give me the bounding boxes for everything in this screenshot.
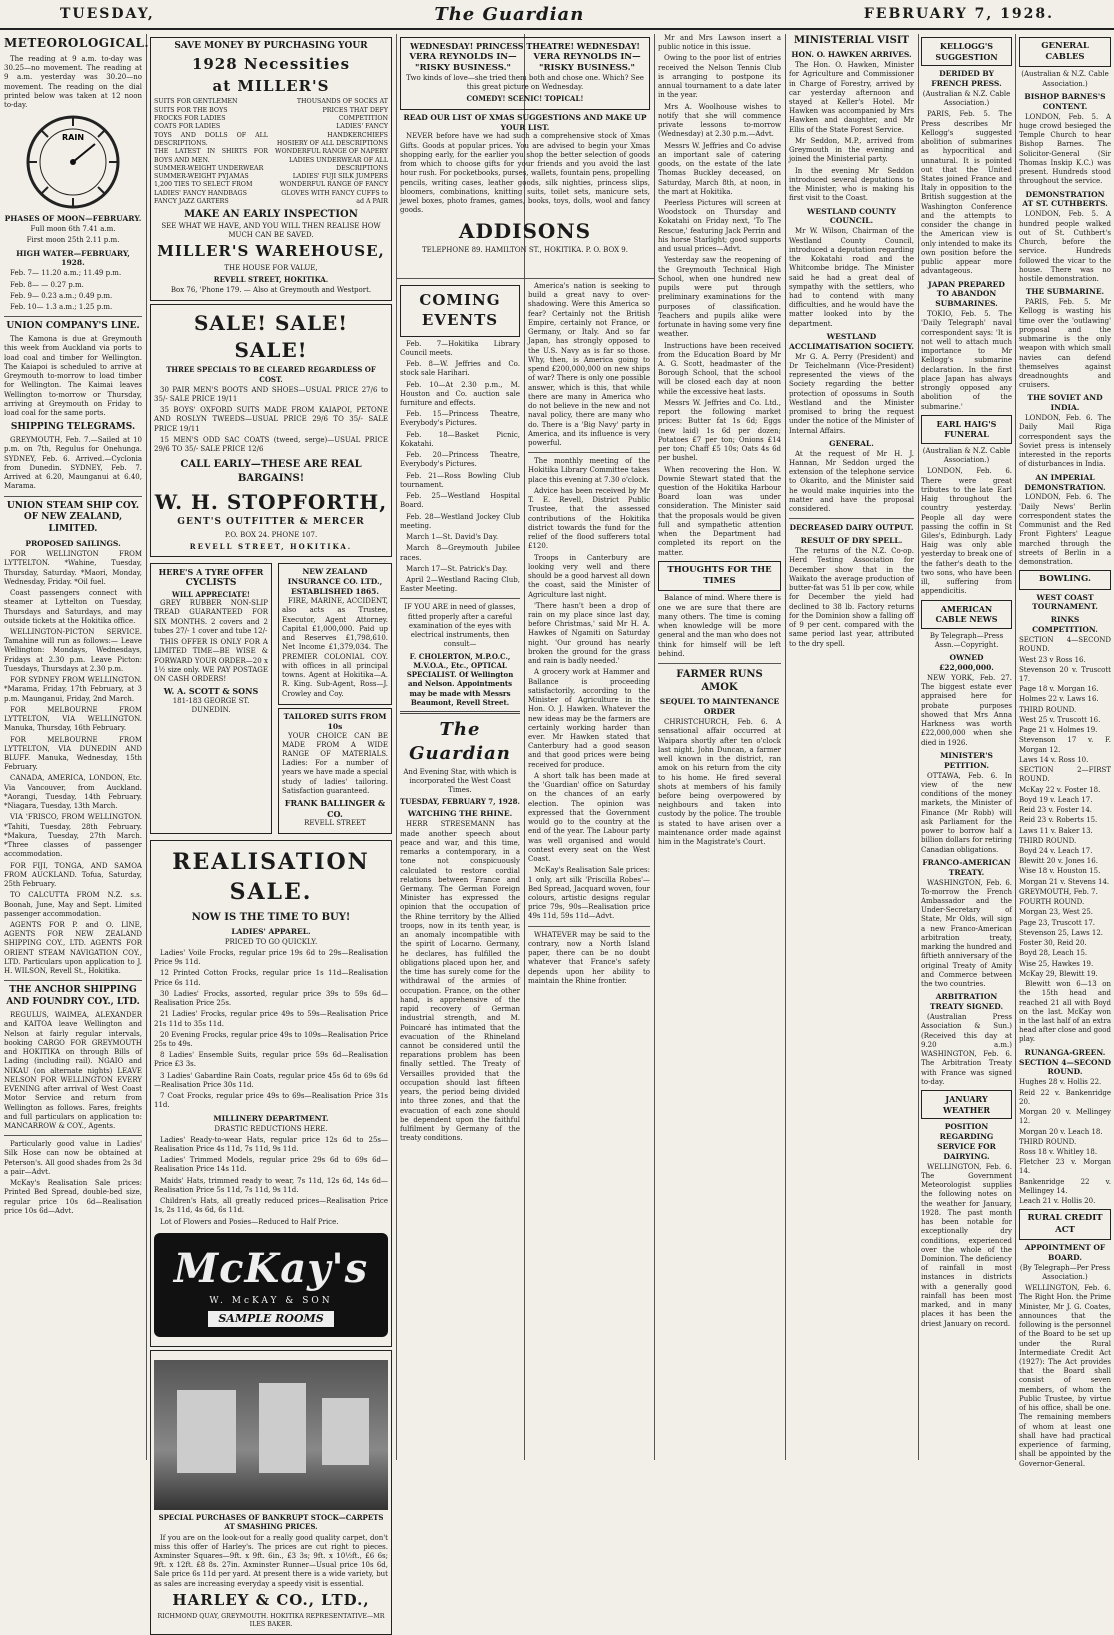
- realisation-item: 7 Coat Frocks, regular price 49s to 69s—Realisation Price 31s 11d.: [154, 1092, 388, 1110]
- bowling-result: SECTION 4—SECOND ROUND.: [1019, 636, 1111, 654]
- runanga-results: [1019, 1078, 1111, 1206]
- columns-7-8: [918, 34, 1114, 1468]
- millers-left-item: TOYS AND DOLLS OF ALL DESCRIPTIONS.: [154, 131, 268, 147]
- millinery-item: Ladies' Ready-to-wear Hats, regular price 12s 6d to 25s—Realisation Price 4s 11d, 7s 11d, 9s 11d.: [154, 1135, 388, 1153]
- dairy-text: The returns of the N.Z. Co-op. Herd Testing Association for December show that in the Waikato the average production of butter-fat was 51 lb per cow, while for December the yield had declined to 38 lb. Factory returns for the Dominion show a falling off of 9 per cent. compared with the same period last year, attributed to the dry spell.: [789, 547, 914, 648]
- uss-item: FOR MELBOURNE FROM LYTTELTON, VIA DUNEDIN AND BLUFF. Manuka, Wednesday, 15th February.: [4, 735, 142, 772]
- council-text: Mr W. Wilson, Chairman of the Westland County Council, introduced a deputation regarding the Kokatahi road and the Whitcombe bridge. The Minister said he had a great deal of sympathy with the settlers, who had to contend with many difficulties, and he would have the matter looked into by the department.: [789, 227, 914, 328]
- rhine-continued-text: WHATEVER may be said to the contrary, now a North Island paper, there can be no doubt whatever that France's safety depends upon her ability to maintain the Rhine frontier.: [528, 930, 650, 985]
- optical-name: F. CHOLERTON, M.P.O.C., M.V.O.A., Etc., OPTICAL SPECIALIST. Of Wellington and Nelson. Appointments may be made with Messrs Beaumont, Revell Street.: [406, 651, 514, 707]
- bowling-result: Boyd 28, Leach 15.: [1019, 949, 1088, 958]
- bowling-result: Foster 30, Reid 20.: [1019, 939, 1087, 948]
- ministerial-sub: HON. O. HAWKEN ARRIVES.: [791, 50, 912, 60]
- realisation-item: 8 Ladies' Ensemble Suits, regular price 59s 6d—Realisation Price £3 3s.: [154, 1051, 388, 1069]
- moon-line: First moon 25th 2.11 p.m.: [26, 236, 120, 245]
- rural-text: WELLINGTON, Feb. 6. The Right Hon. the Prime Minister, Mr J. G. Coates, announces that the following is the personnel of the Board to be set up under the Rural Intermediate Credit Act (1927): The Act provides that the Board shall consist of seven members, of whom the Public Trustee, by virtue of his office, shall be one. The remaining members of whom at least one shall have had practical experience of farming, shall be appointed by the Governor-General.: [1019, 1284, 1111, 1468]
- millers-head: SAVE MONEY BY PURCHASING YOUR: [174, 41, 368, 51]
- tide-line: Feb. 7— 11.20 a.m.; 11.49 p.m.: [10, 269, 122, 278]
- library-text: The monthly meeting of the Hokitika Library Committee takes place this evening at 7.30 o'clock.: [528, 457, 650, 484]
- nzi-ad: [278, 563, 392, 704]
- harbour-text: When recovering the Hon. W. Downie Stewart stated that the question of the Hokitika Harbour Board loan was under consideration. The Minister said that the proposals would be given full and sympathetic attention when the Department had completed its report on the matter.: [658, 465, 781, 557]
- jeffries-text: Messrs W. Jeffries and Co advise an important sale of catering goods, on the estate of the late Thomas Buckley deceased, on Saturday, March 8th, at noon, in the mart at Hokitika.: [658, 141, 781, 196]
- millers-left-item: SUMMER-WEIGHT PYJAMAS: [154, 173, 249, 181]
- event-item: Feb. 18—Basket Picnic, Kokatahi.: [400, 430, 520, 448]
- moon-heading: PHASES OF MOON—FEBRUARY.: [4, 214, 142, 224]
- dairy-heading: DECREASED DAIRY OUTPUT.: [789, 523, 914, 533]
- guardian-sub: And Evening Star, with which is incorporated the West Coast Times.: [403, 767, 517, 794]
- barnes-heading: BISHOP BARNES'S CONTENT.: [1024, 91, 1106, 111]
- shipping-text: GREYMOUTH, Feb. 7.—Sailed at 10 p.m. on 7th, Regulus for Onehunga. SYDNEY, Feb. 6. Arrived.—Cyclonia from Dunedin. SYDNEY, Feb. 7. Arrived at 6.20, Maunganui at 6.40, Marama.: [4, 436, 142, 491]
- event-item: Feb. 7—Hokitika Library Council meets.: [400, 339, 520, 357]
- january-heading: JANUARY WEATHER: [942, 1094, 991, 1115]
- american-text: NEW YORK, Feb. 27. The biggest estate ever appraised here for probate purposes showed that Mrs Anna Harkness was worth £22,000,000 when she died in 1926.: [921, 674, 1012, 747]
- addisons-text: NEVER before have we had such a comprehensive stock of Xmas Gifts. Goods at popular prices. You are advised to begin your Xmas shopping early, for the earlier you shop the better selection of goods from which to choose gifts for your friends and you avoid the last hour rush. For pocketbooks, purses, wallets, fountain pens, propelling pencils, writing cases, leather goods, silk nighties, princess slips, bloomers, combinations, knitting suits, toilet sets, manicure sets, jewel boxes, photo frames, games, books, toys, dolls, wool and fancy goods.: [400, 132, 650, 215]
- uss-item: FOR WELLINGTON FROM LYTTELTON. *Wahine, Tuesday, Thursday, Saturday. *Maori, Monday, Wednesday, Friday. *Oil fuel.: [4, 550, 142, 586]
- realisation-item: 3 Ladies' Gabardine Rain Coats, regular price 45s 6d to 69s 6d—Realisation Price 30s 11d.: [154, 1071, 388, 1089]
- bowling-result: Wise 25, Hawkes 19.: [1019, 959, 1094, 968]
- millers-warehouse: MILLER'S WAREHOUSE,: [157, 241, 385, 260]
- millers-right-item: LADIES' FANCY HANDKERCHIEFS: [327, 123, 388, 139]
- millers-right-item: LADIES' FUJI SILK JUMPERS: [292, 173, 388, 181]
- millinery-item: Ladies' Trimmed Models, regular price 29s 6d to 69s 6d—Realisation Price 14s 11d.: [154, 1156, 388, 1174]
- masthead-day: TUESDAY,: [60, 6, 155, 22]
- millers-value: THE HOUSE FOR VALUE,: [224, 263, 318, 272]
- runanga-result: Bankenridge 22 v. Mellingey 14.: [1019, 1177, 1111, 1195]
- uss-item: FOR SYDNEY FROM WELLINGTON. *Marama, Friday, 17th February, at 3 p.m. Maunganui, Friday, 2nd March.: [4, 676, 142, 703]
- american-sub: By Telegraph—Press Assn.—Copyright.: [929, 631, 1004, 649]
- america-text: America's nation is seeking to build a great navy to over-shadowing. Were this America so fear? Certainly not the British Empire, certainly not France, or Germany, or Italy. And so far Japan, has strongly opposed to the U.S. Navy as is far so those. Why, then, is America going to spend £200,000,000 on new ships of war? There is only one possible answer, which is this, that while there are many in America who do not believe in the new and not naval policy, there are many who do. There is a 'Big Navy' party in America, and its influence is very powerful.: [528, 282, 650, 447]
- stopforth-ad: [150, 304, 392, 557]
- ballinger-text: YOUR CHOICE CAN BE MADE FROM A WIDE RANGE OF MATERIALS. Ladies: For a number of years we have made a special study of ladies' tailoring. Satisfaction guaranteed.: [282, 731, 388, 795]
- submarine-heading: THE SUBMARINE.: [1025, 287, 1105, 297]
- school-text: Yesterday saw the reopening of the Greymouth Technical High School, when one hundred new pupils were put through preliminary examinations for the purposes of classification. Teachers and pupils alike were fortunate in having some very fine weather.: [658, 256, 781, 339]
- tennis-text: Owing to the poor list of entries received the Nelson Tennis Club is arranging to postpone its annual tournament to a date later in the year.: [658, 54, 781, 100]
- acclimatisation-text: Mr G. A. Perry (President) and Dr Teichelmann (Vice-President) represented the views of the Society regarding the better protection of opossums in South Westland and the Minister promised to bring the request under the notice of the Minister of Internal Affairs.: [789, 352, 914, 435]
- bowling-result: Page 21 v. Holmes 19.: [1019, 726, 1098, 735]
- barnes-text: LONDON, Feb. 5. A huge crowd besieged the Temple Church to hear Bishop Barnes. The Solicitor-General (Sir Thomas Inskip K.C.) was present. Hundreds stood throughout the service.: [1019, 112, 1111, 186]
- guardian-date: TUESDAY, FEBRUARY 7, 1928.: [400, 797, 520, 807]
- runanga-result: THIRD ROUND.: [1019, 1137, 1077, 1146]
- bowling-result: McKay 22 v. Foster 18.: [1019, 785, 1101, 794]
- uss-item: FOR FIJI, TONGA, AND SAMOA FROM AUCKLAND. Tofua, Saturday, 25th February.: [4, 861, 142, 889]
- runanga-result: Reid 22 v. Bankenridge 20.: [1019, 1088, 1111, 1106]
- harley-text: If you are on the look-out for a really good quality carpet, don't miss this offer of Harley's. The prices are cut right to pieces. Axminster Squares—9ft. x 9ft. 6in., £3 3s; 9ft. x 10½ft., £6 6s; 9ft. x 12ft. £8 8s. 27in. Axminster Runner—Usual price 10s 6d, Sale price 6s 11d per yard. At present there is a wide variety, but as sales are increasing everyday a speedy visit is essential.: [154, 1533, 388, 1588]
- column-5: [654, 34, 785, 1460]
- ministerial-heading: MINISTERIAL VISIT: [794, 35, 909, 46]
- kellogg-text: PARIS, Feb. 5. The Press describes Mr Kellogg's suggested abolition of submarines as hypocritical and unnatural. It is pointed out that the United States joined France and Italy in opposition to the British suggestion at the Washington Conference and the attempts to consider the change in the American view is only intended to make its own position before the public appear more advantageous.: [921, 110, 1012, 276]
- millinery-item: Lot of Flowers and Posies—Reduced to Half Price.: [160, 1217, 339, 1226]
- millers-box: Box 76, 'Phone 179. — Also at Greymouth and Westport.: [170, 286, 372, 295]
- mckay-logo-sub: W. McKAY & SON: [209, 1295, 333, 1306]
- troops-text: Troops in Canterbury are looking very well and there should be a good harvest all down the coast, said the Minister of Agriculture last night.: [528, 553, 650, 599]
- runanga-result: Fletcher 23 v. Morgan 14.: [1019, 1158, 1111, 1176]
- event-item: Feb. 8—W. Jeffries and Co. stock sale Harihari.: [400, 360, 520, 378]
- masthead-date: FEBRUARY 7, 1928.: [863, 6, 1054, 22]
- ministerial-text: In the evening Mr Seddon introduced several deputations to the Minister, who is making his first visit to the Coast.: [789, 166, 914, 203]
- january-sub: POSITION REGARDING SERVICE FOR DAIRYING.: [937, 1122, 996, 1161]
- theatre-addisons-band: [396, 34, 654, 279]
- millers-right-item: LADIES UNDERWEAR OF ALL DESCRIPTIONS: [288, 156, 388, 172]
- column-3: [396, 282, 524, 1460]
- sale-item: 35 BOYS' OXFORD SUITS MADE FROM KAIAPOI, PETONE AND ROSLYN TWEEDS—USUAL PRICE 29/6 TO 35/- SALE PRICE 19/11: [154, 406, 388, 433]
- uss-sub: PROPOSED SAILINGS.: [25, 539, 121, 549]
- uss-item: VIA 'FRISCO, FROM WELLINGTON. *Tahiti, Tuesday, 28th February. *Makura, Tuesday, 27th March. *Three classes of passenger accommodation.: [4, 813, 142, 859]
- uss-item: WELLINGTON-PICTON SERVICE. Tamahine will run as follows:— Leave Wellington: Mondays, Wednesdays, Fridays at 2.30 p.m. Leave Picton: Tuesdays, Thursdays at 2.30 p.m.: [4, 627, 142, 673]
- sale-sub: THREE SPECIALS TO BE CLEARED REGARDLESS OF COST.: [166, 365, 376, 384]
- stopforth-address: REVELL STREET, HOKITIKA.: [189, 542, 353, 552]
- millinery-item: Children's Hats, all greatly reduced prices—Realisation Price 1s, 2s 11d, 4s 6d, 6s 11d.: [154, 1197, 388, 1215]
- bowling-result: Page 23, Truscott 17.: [1019, 918, 1096, 927]
- runanga-result: Ross 18 v. Whitley 18.: [1019, 1148, 1098, 1156]
- bowling-rinks: RINKS COMPETITION.: [1032, 615, 1098, 635]
- realisation-priced: PRICED TO GO QUICKLY.: [224, 937, 318, 946]
- realisation-apparel: LADIES' APPAREL.: [231, 926, 311, 936]
- millers-right-item: WONDERFUL RANGE OF FANCY GLOVES WITH FANCY CUFFS to ad A PAIR: [279, 181, 388, 206]
- bowling-result: Reid 23 v. Foster 14.: [1019, 806, 1093, 815]
- bowling-sub: WEST COAST TOURNAMENT.: [1032, 592, 1098, 612]
- harley-name: HARLEY & CO., LTD.,: [172, 1590, 370, 1609]
- tyre-cyclists: CYCLISTS: [185, 578, 237, 589]
- tyre-will: WILL APPRECIATE!: [171, 589, 251, 599]
- addisons-head: READ OUR LIST OF XMAS SUGGESTIONS AND MAKE UP YOUR LIST.: [403, 112, 647, 132]
- general-cables-heading: GENERAL CABLES: [1041, 41, 1089, 63]
- ballinger-name: FRANK BALLINGER & CO.: [284, 798, 386, 819]
- moon-line: Full moon 6th 7.41 a.m.: [30, 225, 116, 234]
- rural-heading: RURAL CREDIT ACT: [1027, 1213, 1103, 1235]
- millers-ad: [150, 37, 392, 301]
- january-text: WELLINGTON, Feb. 6. The Government Meteorologist supplies the following notes on the weather for January, 1928. The past month has been notable for exceptionally dry conditions, experienced over the whole of the Dominion. The deficiency of rainfall in most instances in districts with a generally good rainfall has been most marked, and in many places it has been the driest January on record.: [921, 1162, 1012, 1328]
- addisons-ad: [400, 113, 650, 256]
- haig-heading: EARL HAIG'S FUNERAL: [936, 418, 997, 440]
- acclimatisation-heading: WESTLAND ACCLIMATISATION SOCIETY.: [789, 331, 914, 351]
- realisation-sub: NOW IS THE TIME TO BUY!: [191, 911, 351, 923]
- bowling-result: Morgan 21 v. Stevens 14.: [1019, 877, 1110, 886]
- millers-at: at MILLER'S: [212, 76, 330, 95]
- imperial-heading: AN IMPERIAL DEMONSTRATION.: [1024, 472, 1106, 492]
- general-text: At the request of Mr H. J. Hannan, Mr Seddon urged the extension of the telephone service to Okarito, and the Minister said he would make inquiries into the matter and have the proposal considered.: [789, 449, 914, 514]
- kellogg-agency: (Australian & N.Z. Cable Association.): [922, 89, 1011, 108]
- arbitration-text: (Australian Press Association & Sun.) (Received this day at 9.20 a.m.) WASHINGTON, Feb. 6. The Arbitration Treaty with France was signed to-day.: [921, 1013, 1012, 1086]
- barometer-dial-icon: [25, 114, 121, 210]
- rural-agency: (By Telegraph—Per Press Association.): [1019, 1263, 1111, 1281]
- mckay-logo: [154, 1233, 388, 1337]
- bowling-heading: BOWLING.: [1039, 574, 1091, 585]
- millinery-sub: DRASTIC REDUCTIONS HERE.: [214, 1124, 328, 1133]
- event-item: Feb. 15—Princess Theatre, Everybody's Pictures.: [400, 410, 520, 428]
- ballinger-title: TAILORED SUITS FROM 10s: [283, 711, 387, 731]
- woolhouse-text: Mrs A. Woolhouse wishes to notify that she will commence private lessons to-morrow (Wednesday) at 2.30 p.m.—Advt.: [658, 102, 781, 139]
- harley-ad: [150, 1350, 392, 1635]
- instructions-text: Instructions have been received from the Education Board by Mr A. G. Scott, headmaster of the Borough School, that the school will be closed each day at noon while the excessive heat lasts.: [658, 341, 781, 396]
- thoughts-text: Balance of mind. Where there is one we are sure that there are many others. The time is coming when knowledge will be more general and the man who does not think for himself will be left behind.: [658, 594, 782, 658]
- submarine-text: PARIS, Feb. 5. Mr Kellogg is wasting his time over the 'outlawing' proposal and the submarine is the only weapon with which small navies can defend themselves against dreadnoughts and cruisers.: [1019, 298, 1111, 390]
- meteorological-heading: METEOROLOGICAL.: [4, 36, 150, 50]
- stopforth-name: W. H. STOPFORTH,: [154, 489, 388, 514]
- event-item: Feb. 25—Westland Hospital Board.: [400, 492, 520, 510]
- bowling-result: SECTION 2—FIRST ROUND.: [1019, 766, 1111, 784]
- tides-heading: HIGH WATER—FEBRUARY, 1928.: [16, 248, 130, 268]
- millers-right-item: THOUSANDS OF SOCKS AT PRICES THAT DEFY COMPETITION: [296, 98, 388, 123]
- editorial-text: HERR STRESEMANN has made another speech about peace and war, and this time, remarks a contemporary, in a tone not conspicuously calculated to restore cordial relations between France and Germany. The German Foreign Minister has expressed the opinion that the occupation of the Rhine territory by the Allied troops, now in its tenth year, is an anomaly incompatible with the spirit of Locarno. Germany, he declares, has fulfilled the obligations placed upon her, and the time has surely come for the withdrawal of the armies of occupation. France, on the other hand, is apprehensive of the rapid recovery of German industrial strength, and M. Poincaré has intimated that the evacuation of the Rhineland cannot be considered until the reparations problem has been finally settled. The Treaty of Versailles provided that the occupation should last fifteen years, the period being divided into three zones, and that the evacuation of each zone should be dependent upon the faithful fulfilment by Germany of the treaty conditions.: [400, 820, 520, 1143]
- general-cables-agency: (Australian & N.Z. Cable Association.): [1021, 70, 1109, 88]
- lodge-text: Mr and Mrs Lawson insert a public notice in this issue.: [658, 34, 781, 52]
- ballinger-ad: [278, 708, 392, 835]
- soviet-heading: THE SOVIET AND INDIA.: [1027, 393, 1103, 413]
- millers-left-item: FANCY JAZZ GARTERS: [154, 198, 229, 206]
- theatre-title: WEDNESDAY! PRINCESS THEATRE! WEDNESDAY!: [410, 41, 640, 51]
- theatre-right: VERA REYNOLDS IN— "RISKY BUSINESS.": [533, 51, 641, 73]
- demo-text: LONDON, Feb. 5. A hundred people walked out of St. Cuthbert's Church, before the service. Hundreds followed the vicar to the house. There was no hostile demonstration.: [1019, 210, 1111, 283]
- bowling-result: Stevenson 20 v. Truscott 17.: [1019, 665, 1111, 684]
- column-8: [1016, 34, 1114, 1468]
- princess-theatre-ad: [400, 37, 650, 110]
- haig-text: LONDON, Feb. 6. There were great tributes to the late Earl Haig throughout the country yesterday. People all day were passing the coffin in St Giles's, Edinburgh. Lady Haig was only able yesterday to break one of the father's death to the two sons, who have been ill, suffering from appendicitis.: [921, 467, 1012, 596]
- bowling-result: Blewitt 20 v. Jones 16.: [1019, 857, 1098, 866]
- pictures-text: Peerless Pictures will screen at Woodstock on Thursday and Kokatahi on Friday next, 'To The Rescue,' featuring Jack Perrin and his horse Starlight; good supports and usual prices—Advt.: [658, 198, 781, 254]
- millers-right-item: WONDERFUL RANGE OF NAPERY: [275, 148, 388, 156]
- silk-notice: Particularly good value in Ladies' Silk Hose can now be obtained at Peterson's. All good shades from 2s 3d a pair—Advt.: [4, 1140, 142, 1176]
- bowling-result: Reid 23 v. Roberts 15.: [1019, 816, 1098, 825]
- mckay-logo-ribbon: SAMPLE ROOMS: [208, 1311, 333, 1328]
- uss-heading: UNION STEAM SHIP COY. OF NEW ZEALAND, LIMITED.: [6, 500, 140, 535]
- runanga-result: Leach 21 v. Hollis 20.: [1019, 1197, 1096, 1206]
- rural-sub: APPOINTMENT OF BOARD.: [1024, 1242, 1106, 1262]
- millinery-item: Maids' Hats, trimmed ready to wear, 7s 11d, 12s 6d, 14s 6d—Realisation Price 5s 11d, 7s 11d, 9s 11d.: [154, 1176, 388, 1194]
- dial-label: RAIN: [61, 133, 85, 143]
- sale-call: CALL EARLY—THESE ARE REAL BARGAINS!: [180, 459, 362, 484]
- union-heading: UNION COMPANY'S LINE.: [6, 321, 140, 332]
- millers-title: 1928 Necessities: [191, 54, 351, 73]
- tide-line: Feb. 10— 1.3 a.m.; 1.25 p.m.: [10, 303, 113, 312]
- column-1: [0, 34, 150, 1460]
- runanga-result: Morgan 20 v. Leach 18.: [1019, 1127, 1103, 1136]
- theatre-foot: COMEDY! SCENIC! TOPICAL!: [466, 94, 584, 104]
- advice-text: Advice has been received by Mr T. E. Revell, District Public Trustee, that the assessed contributions of the Hokitika district towards the fund for the relief of the flood sufferers total £120.: [528, 486, 650, 551]
- millers-left-item: FROCKS FOR LADIES: [154, 115, 226, 123]
- millers-make: MAKE AN EARLY INSPECTION: [184, 209, 358, 221]
- bowling-result: Holmes 22 v. Laws 16.: [1019, 695, 1099, 704]
- millers-left-item: COATS FOR LADIES: [154, 123, 221, 131]
- editorial-heading: WATCHING THE RHINE.: [407, 809, 513, 819]
- bowling-results: [1019, 636, 1111, 979]
- column-7: [918, 34, 1016, 1460]
- bowling-result: Boyd 19 v. Leach 17.: [1019, 795, 1093, 804]
- realisation-title: REALISATION SALE.: [172, 849, 370, 905]
- ministerial-text: Mr Seddon, M.P., arrived from Greymouth in the evening and joined the Ministerial party.: [789, 136, 914, 164]
- insurance-column: [278, 560, 392, 837]
- event-item: March 8—Greymouth Jubilee races.: [400, 544, 520, 562]
- sale-item: 15 MEN'S ODD SAC COATS (tweed, serge)—USUAL PRICE 29/6 TO 35/- SALE PRICE 12/6: [154, 435, 388, 454]
- ministerial-text: The Hon. O. Hawken, Minister for Agriculture and Commissioner in Charge of Forestry, arrived by car yesterday afternoon and stayed at Keller's Hotel. Mr Hawken was accompanied by Mrs Hawken and daughter, and Mr Ellis of the State Forest Service.: [789, 61, 914, 134]
- harley-special: SPECIAL PURCHASES OF BANKRUPT STOCK—CARPETS AT SMASHING PRICES.: [158, 1513, 384, 1532]
- column-4: [524, 282, 654, 1460]
- hammer-text: A grocery work at Hammer and Ballance is proceeding satisfactorily, according to the Minister of Agriculture in the Hon. O. J. Hawken. Whatever the new ideas may be the farmers are certainly working harder than ever. Mr Hawken stated that Canterbury had a good season and that good prices were being received for produce.: [528, 668, 650, 769]
- millers-left-item: SUMMER-WEIGHT UNDERWEAR: [154, 164, 264, 172]
- market-text: Messrs W. Jeffries and Co. Ltd., report the following market prices: Butter fat 1s 6d; Eggs (new laid) 1s 6d per dozen; Potatoes £7 per ton; Onions £14 per ton; Chaff £5 10s; Oats 4s 6d per bushel.: [658, 398, 781, 463]
- nzi-title: NEW ZEALAND INSURANCE CO. LTD., ESTABLISHED 1865.: [287, 567, 383, 597]
- addisons-tel: TELEPHONE 89. HAMILTON ST., HOKITIKA. P. O. BOX 9.: [422, 245, 628, 254]
- american-owed: OWNED £22,000,000.: [939, 653, 994, 673]
- scott-name: W. A. SCOTT & SONS: [163, 686, 259, 697]
- realisation-item: Ladies' Voile Frocks, regular price 19s 6d to 29s—Realisation Price 9s 11d.: [154, 948, 388, 967]
- millers-right-item: HOSIERY OF ALL DESCRIPTIONS: [276, 139, 388, 147]
- treaty-text: WASHINGTON, Feb. 6. To-morrow the French Ambassador and the Under-Secretary of State, Mr Olds, will sign a new Franco-American arbitration treaty, marking the hundred and fiftieth anniversary of the original Treaty of Amity and Commerce between the two countries.: [921, 878, 1012, 989]
- imperial-text: LONDON, Feb. 6. The 'Daily News' Berlin correspondent states the Communist and the Red Front Fighters' League marched through the streets of Berlin in a demonstration.: [1019, 493, 1111, 567]
- general-heading: GENERAL.: [829, 438, 874, 448]
- bowling-result: Stevenson 25, Laws 12.: [1019, 928, 1104, 937]
- kellogg-sub: DERIDED BY FRENCH PRESS.: [931, 69, 1002, 88]
- realisation-item: 21 Ladies' Frocks, regular price 49s to 59s—Realisation Price 21s 11d to 35s 11d.: [154, 1010, 388, 1028]
- millers-address: REVELL STREET, HOKITIKA.: [213, 275, 329, 285]
- arbitration-heading: ARBITRATION TREATY SIGNED.: [929, 992, 1004, 1012]
- stopforth-trade: GENT'S OUTFITTER & MERCER: [177, 517, 365, 528]
- bowling-result: Wise 18 v. Houston 15.: [1019, 867, 1101, 876]
- optical-title: IF YOU ARE in need of glasses, fitted properly after a careful examination of the eyes with electrical instruments, then consult—: [404, 603, 516, 649]
- treaty-heading: FRANCO-AMERICAN TREATY.: [922, 857, 1011, 877]
- dairy-sub: RESULT OF DRY SPELL.: [800, 536, 903, 546]
- millers-left-item: LADIES' FANCY HANDBAGS: [154, 189, 247, 197]
- minister-heading: MINISTER'S PETITION.: [940, 750, 993, 770]
- minister-text: OTTAWA, Feb. 6. In view of the new conditions of the money markets, the Minister of Finance (Mr Robb) will ask Parliament for the power to borrow half a billion dollars for retiring Canadian obligations.: [921, 771, 1012, 854]
- bowling-result: Laws 11 v. Baker 13.: [1019, 826, 1093, 835]
- millers-left-item: SUITS FOR GENTLEMEN: [154, 98, 238, 106]
- bowling-result: West 23 v Ross 16.: [1019, 655, 1086, 664]
- runanga-heading: RUNANGA-GREEN. SECTION 4—SECOND ROUND.: [1019, 1047, 1111, 1077]
- tyre-insurance-row: [150, 560, 392, 837]
- millinery-title: MILLINERY DEPARTMENT.: [213, 1113, 329, 1123]
- bowling-result: McKay 29, Blewitt 19.: [1019, 969, 1098, 978]
- japan-text: TOKIO, Feb. 5. The 'Daily Telegraph' naval correspondent says: 'It is not well to attach much importance to Mr Kellogg's submarine declaration. In the first place Japan has always strongly opposed any abolition of the submarine.': [921, 310, 1012, 411]
- election-text: A short talk has been made at the 'Guardian' office on Saturday on the chances of an early election. The opinion was expressed that the Government would go to the country at the end of the year. The Labour party was well organised and would contest every seat on the West Coast.: [528, 771, 650, 864]
- uss-item: FOR MELBOURNE FROM LYTTELTON, VIA WELLINGTON. Manuka, Thursday, 16th February.: [4, 705, 142, 733]
- column-6: [785, 34, 918, 1460]
- guardian-title: The Guardian: [409, 719, 511, 764]
- realisation-item: 12 Printed Cotton Frocks, regular price 1s 11d—Realisation Price 6s 11d.: [154, 969, 388, 987]
- mckay-logo-script: McKay's: [173, 1244, 369, 1292]
- column-2-ads: [146, 34, 396, 1628]
- event-item: April 2—Westland Racing Club, Easter Meeting.: [400, 575, 520, 594]
- uss-item: AGENTS FOR P. and O. LINE, AGENTS FOR NEW ZEALAND SHIPPING COY., LTD. AGENTS FOR ORIENT STEAM NAVIGATION COY., LTD. Particulars upon application to J. H. WILSON, Revell St., Hokitika.: [4, 921, 142, 976]
- event-item: Feb. 28—Westland Jockey Club meeting.: [400, 512, 520, 530]
- shipping-heading: SHIPPING TELEGRAMS.: [10, 422, 136, 433]
- masthead: [0, 0, 1114, 30]
- council-heading: WESTLAND COUNTY COUNCIL.: [806, 206, 897, 226]
- event-item: Feb. 10—At 2.30 p.m., M. Houston and Co. auction sale furniture and effects.: [400, 380, 520, 407]
- millers-left-item: THE LATEST IN SHIRTS FOR BOYS AND MEN.: [154, 148, 268, 164]
- coming-events-heading: COMING EVENTS: [419, 291, 501, 329]
- event-item: March 17—St. Patrick's Day.: [406, 564, 508, 573]
- event-item: March 1—St. David's Day.: [406, 533, 499, 542]
- bowling-result: FOURTH ROUND.: [1019, 898, 1085, 907]
- scott-address: 181-183 GEORGE ST. DUNEDIN.: [172, 696, 250, 715]
- realisation-item: 30 Ladies' Frocks, assorted, regular price 39s to 59s 6d—Realisation Price 25s.: [154, 989, 388, 1008]
- event-item: Feb. 20—Princess Theatre, Everybody's Pictures.: [400, 451, 520, 469]
- soviet-text: LONDON, Feb. 6. The Daily Mail Riga correspondent says the Soviet press is intensely interested in the reports of disturbances in India.: [1019, 414, 1111, 469]
- tyre-offer: THIS OFFER IS ONLY FOR A LIMITED TIME—BE WISE & FORWARD YOUR ORDER—20 x 1½ size only. WE PAY POSTAGE ON CASH ORDERS!: [154, 638, 268, 684]
- bowling-result: Laws 14 v. Ross 10.: [1019, 755, 1089, 764]
- nzi-text: FIRE, MARINE, ACCIDENT, also acts as Trustee, Executor, Agent Attorney. Capital £1,000,000. Paid up and Reserves £1,798,610. Net Income £1,379,034. The PREMIER COLONIAL COY. with offices in all principal towns. Agent at Hokitika—A. R. King. Sub-Agent, Ross—J. Crowley and Coy.: [282, 597, 388, 698]
- tide-line: Feb. 9— 0.23 a.m.; 0.49 p.m.: [10, 291, 113, 300]
- sale-title: SALE! SALE! SALE!: [193, 311, 349, 362]
- anchor-text: REGULUS, WAIMEA, ALEXANDER and KAITOA leave Wellington and Nelson at fairly regular intervals, booking CARGO FOR GREYMOUTH and HOKITIKA on through Bills of Lading (including rail). NGAIO and NIKAU (on alternate nights) LEAVE NELSON FOR WELLINGTON EVERY EVENING after arrival of West Coast Motor Service and return from Wellington as follows. Fares, freights and full particulars on application to: MANCARROW & COY., Agents.: [4, 1011, 142, 1130]
- theatre-left: VERA REYNOLDS IN— "RISKY BUSINESS.": [409, 51, 517, 73]
- masthead-title: The Guardian: [434, 3, 585, 25]
- bowling-result: Page 18 v. Morgan 16.: [1019, 685, 1099, 694]
- bowling-result: GREYMOUTH, Feb. 7.: [1019, 887, 1098, 896]
- theatre-sub: Two kinds of love—she tried them both and chose one. Which? See this great picture on Wednesday.: [406, 73, 644, 92]
- bowling-note: Blewitt won 6—13 on the 15th head and reached 21 all with Boyd on the last. McKay won in the last half of an extra head after close and good play.: [1019, 980, 1111, 1044]
- stopforth-box: P.O. BOX 24. PHONE 107.: [224, 531, 318, 540]
- anchor-heading: THE ANCHOR SHIPPING AND FOUNDRY COY., LTD.: [6, 985, 140, 1008]
- bowling-result: Boyd 24 v. Leach 17.: [1019, 847, 1093, 855]
- tyre-title: HERE'S A TYRE OFFER: [158, 567, 264, 578]
- drought-text: 'There hasn't been a drop of rain on my place since last day, before Christmas,' said Mr H. A. Hawkes of Ngamiti on Saturday night. 'Our ground has nearly broken the ground for the grass and rain is badly needed.': [528, 601, 650, 666]
- japan-heading: JAPAN PREPARED TO ABANDON SUBMARINES.: [928, 279, 1005, 309]
- bowling-result: Stevenson 17 v. F. Morgan 12.: [1019, 736, 1111, 754]
- ballinger-address: REVELL STREET: [304, 819, 366, 828]
- demo-heading: DEMONSTRATION AT ST. CUTHBERTS.: [1022, 189, 1108, 209]
- meteorological-text: The reading at 9 a.m. to-day was 30.25—no movement. The reading at 9 a.m. yesterday was 30.20—no movement. The reading on the dial printed below was taken at 12 noon to-day.: [4, 54, 142, 109]
- kellogg-heading: KELLOGG'S SUGGESTION: [935, 41, 998, 62]
- union-text: The Kamona is due at Greymouth this week from Auckland via ports to load coal and timber for Wellington. The Kaiapoi is scheduled to arrive at Greymouth to-morrow to load timber for Wellington. The Kaimai leaves Wellington to-morrow or Thursday, arriving at Greymouth on Friday to load coal for the same ports.: [4, 335, 142, 418]
- bowling-result: THIRD ROUND.: [1019, 836, 1077, 845]
- millers-left-item: 1,200 TIES TO SELECT FROM: [154, 181, 253, 189]
- runanga-result: Morgan 20 v. Mellingey 12.: [1019, 1108, 1111, 1126]
- tyre-text: GREY RUBBER NON-SLIP TREAD GUARANTEED FOR SIX MONTHS. 2 covers and 2 tubes 27/- 1 cover and tube 12/-: [154, 599, 268, 635]
- farmer-sub: SEQUEL TO MAINTENANCE ORDER: [659, 697, 780, 717]
- millers-left-item: SUITS FOR THE BOYS: [154, 106, 228, 114]
- harley-address: RICHMOND QUAY, GREYMOUTH. HOKITIKA REPRESENTATIVE—MR ILES BAKER.: [157, 1612, 385, 1628]
- bowling-result: West 25 v. Truscott 16.: [1019, 715, 1101, 724]
- thoughts-heading: THOUGHTS FOR THE TIMES: [667, 564, 772, 587]
- farmer-heading: FARMER RUNS AMOK: [676, 668, 763, 694]
- farmer-text: CHRISTCHURCH, Feb. 6. A sensational affair occurred at Waipara shortly after ten o'clock last night. John Duncan, a farmer well known in the district, ran amok on his return from the city to his home. He fired several shots at members of his family before being overpowered by neighbours and taken into custody by the police. The trouble is stated to have arisen over a maintenance order made against him in the Magistrate's Court.: [658, 718, 781, 847]
- mckay-realisation-ad: [150, 840, 392, 1347]
- mckay-notice: McKay's Realisation Sale prices: Printed Bed Spread, double-bed size, regular price 10s 6d—Realisation price 10s 6d—Advt.: [4, 1179, 142, 1215]
- bowling-result: Morgan 23, West 25.: [1019, 908, 1094, 917]
- runanga-result: Hughes 28 v. Hollis 22.: [1019, 1078, 1102, 1087]
- mckay-sale-text: McKay's Realisation Sale prices: 1 only, art silk 'Priscilla Robes'—Bed Spread, Jacquard woven, four colours, artistic designs regular price 79s, 90s—Realisation price 49s 11d, 59s 11d—Advt.: [528, 866, 650, 921]
- uss-item: Coast passengers connect with steamer at Lyttelton on Tuesday, Thursdays and Saturdays, and may outside tickets at the Hokitika office.: [4, 589, 142, 625]
- uss-item: CANADA, AMERICA, LONDON, Etc. Via Vancouver, from Auckland. *Aorangi, Tuesday, 14th February. *Niagara, Tuesday, 13th March.: [4, 774, 142, 811]
- uss-item: TO CALCUTTA FROM N.Z. s.s. Boonah, June, May and Sept. Limited passenger accommodation.: [4, 891, 142, 918]
- carpet-showroom-illustration: [154, 1360, 388, 1510]
- millers-see: SEE WHAT WE HAVE, AND YOU WILL THEN REALISE HOW MUCH CAN BE SAVED.: [161, 221, 381, 239]
- addisons-name: ADDISONS: [458, 218, 592, 243]
- bowling-result: THIRD ROUND.: [1019, 705, 1077, 714]
- american-heading: AMERICAN CABLE NEWS: [935, 603, 998, 625]
- tyre-ad: [150, 563, 272, 834]
- tide-line: Feb. 8— — 0.27 p.m.: [10, 280, 84, 289]
- event-item: Feb. 21—Ross Bowling Club tournament.: [400, 471, 520, 489]
- sale-item: 30 PAIR MEN'S BOOTS AND SHOES—USUAL PRICE 27/6 to 35/- SALE PRICE 19/11: [154, 385, 388, 403]
- haig-agency: (Australian & N.Z. Cable Association.): [922, 446, 1011, 465]
- realisation-item: 20 Evening Frocks, regular price 49s to 109s—Realisation Price 25s to 49s.: [154, 1030, 388, 1048]
